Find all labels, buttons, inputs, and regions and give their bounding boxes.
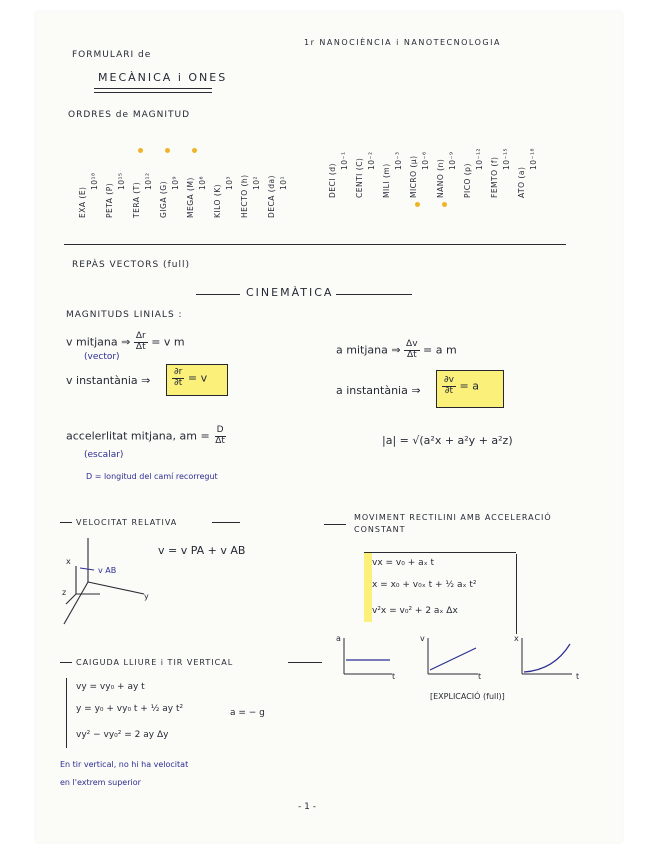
- title-underline-2: [94, 92, 212, 93]
- vector-note: (vector): [84, 352, 120, 362]
- v-mitjana-fraction: [134, 332, 148, 353]
- magnitude-power: 10⁻¹²: [475, 147, 484, 170]
- magnitude-label: GIGA (G): [159, 180, 168, 218]
- highlight-dot: [138, 148, 143, 153]
- caiguda-eq2: y = y₀ + vy₀ t + ½ ay t²: [76, 704, 184, 714]
- magnitude-power: 10¹⁸: [90, 172, 99, 190]
- magnitude-power: 10⁻¹: [340, 151, 349, 170]
- v-inst-num: ∂r: [174, 367, 183, 377]
- velocitat-relativa-formula: v = v PA + v AB: [158, 544, 246, 557]
- graph-t-label-2: t: [478, 672, 482, 681]
- magnitude-label: KILO (K): [213, 183, 222, 218]
- axis-x-label: x: [66, 557, 71, 566]
- explicacio-note: [EXPLICACIÓ (full)]: [430, 692, 505, 701]
- v-inst-eq: = v: [187, 371, 208, 385]
- axis-z-label: z: [62, 588, 67, 597]
- magnitude-label: MILI (m): [382, 163, 391, 198]
- accel-fraction: [213, 426, 227, 447]
- velrel-rule-left: [60, 522, 72, 523]
- a-instantania-formula: [442, 376, 479, 397]
- title-line2: MECÀNICA i ONES: [98, 71, 228, 84]
- magnitude-label: ATO (a): [517, 166, 526, 198]
- magnitude-power: 10²: [252, 175, 261, 190]
- a-frac-num: Δv: [406, 339, 418, 349]
- axis-y-label: y: [144, 592, 149, 601]
- a-inst-fraction: [442, 376, 456, 397]
- magnitude-power: 10⁻⁶: [421, 151, 430, 170]
- page-number: - 1 -: [298, 802, 316, 812]
- mrua-bracket-top: [364, 552, 516, 553]
- g-equation: a = − g: [230, 708, 265, 718]
- accel-mitjana-label: accelerlitat mitjana, am =: [66, 429, 210, 443]
- magnitude-power: 10⁶: [198, 175, 207, 190]
- v-frac-den: Δt: [135, 341, 146, 352]
- accel-num: D: [216, 425, 224, 435]
- magnitude-label: HECTO (h): [240, 174, 249, 218]
- magnitude-label: DECA (da): [267, 175, 276, 218]
- mrua-rule-left: [324, 524, 346, 525]
- magnitude-power: 10⁻³: [394, 151, 403, 170]
- cinematica-rule-right: [336, 294, 412, 295]
- a-mitjana-label: a mitjana ⇒: [336, 343, 401, 357]
- magnitude-label: TERA (T): [132, 181, 141, 218]
- v-mitjana: [66, 332, 185, 353]
- vab-label: v AB: [98, 566, 117, 575]
- note-line1: En tir vertical, no hi ha velocitat: [60, 760, 189, 769]
- x-t-graph: [522, 638, 572, 674]
- magnitude-label: PICO (p): [463, 163, 472, 198]
- cinematica-heading: CINEMÀTICA: [246, 286, 334, 299]
- magnituds-linials: MAGNITUDS LINIALS :: [66, 310, 183, 320]
- v-t-graph: [428, 638, 478, 674]
- magnitude-label: EXA (E): [78, 186, 87, 218]
- magnitude-label: CENTI (C): [355, 157, 364, 198]
- magnitude-label: MEGA (M): [186, 177, 195, 218]
- graph-v-label: v: [420, 634, 425, 643]
- reference-frames-diagram: [58, 536, 168, 626]
- magnitudes-divider: [64, 244, 566, 245]
- a-modulus: |a| = √(a²x + a²y + a²z): [382, 434, 513, 447]
- caiguda-bracket: [66, 678, 67, 748]
- magnitude-power: 10⁻¹⁵: [502, 147, 511, 170]
- mrua-eq2: x = x₀ + v₀ₓ t + ½ aₓ t²: [372, 580, 477, 590]
- magnitudes-heading: ORDRES de MAGNITUD: [68, 110, 191, 120]
- a-inst-num: ∂v: [444, 375, 454, 385]
- caiguda-eq1: vy = vy₀ + ay t: [76, 682, 145, 692]
- magnitude-power: 10¹: [279, 175, 288, 190]
- caiguda-eq3: vy² − vy₀² = 2 ay Δy: [76, 730, 169, 740]
- graph-t-label-3: t: [576, 672, 580, 681]
- title-underline: [94, 88, 212, 89]
- accel-mitjana: [66, 426, 227, 447]
- a-inst-den: ∂t: [444, 385, 454, 396]
- a-instantania-label: a instantània ⇒: [336, 384, 421, 397]
- title-line1: FORMULARI de: [72, 50, 152, 60]
- v-instantania-formula: [172, 368, 207, 389]
- motion-graphs: [336, 636, 606, 686]
- magnitude-power: 10⁻¹⁸: [529, 147, 538, 170]
- course-name: 1r NANOCIÈNCIA i NANOTECNOLOGIA: [304, 38, 501, 47]
- v-inst-fraction: [172, 368, 184, 389]
- magnitude-label: MICRO (μ): [409, 155, 418, 198]
- highlight-dot: [192, 148, 197, 153]
- mrua-highlight-bar: [364, 552, 372, 622]
- notes-page: [36, 12, 622, 842]
- mrua-eq1: vx = v₀ + aₓ t: [372, 558, 435, 568]
- highlight-dot: [165, 148, 170, 153]
- caiguda-rule-right: [288, 662, 322, 663]
- a-t-graph: [344, 638, 392, 674]
- magnitude-power: 10¹⁵: [117, 172, 126, 190]
- a-mitjana: [336, 340, 457, 361]
- mrua-heading: MOVIMENT RECTILINI AMB ACCELERACIÓ CONSTANT: [354, 513, 552, 534]
- graph-t-label-1: t: [392, 672, 396, 681]
- v-mitjana-label: v mitjana ⇒: [66, 335, 131, 349]
- note-line2: en l'extrem superior: [60, 778, 141, 787]
- repas-vectors: REPÀS VECTORS (full): [72, 260, 190, 270]
- magnitude-power: 10⁻⁹: [448, 151, 457, 170]
- magnitude-power: 10⁹: [171, 175, 180, 190]
- v-inst-den: ∂t: [174, 377, 183, 388]
- magnitude-power: 10⁻²: [367, 151, 376, 170]
- velocitat-relativa-heading: VELOCITAT RELATIVA: [76, 518, 178, 527]
- cinematica-rule-left: [196, 294, 240, 295]
- graph-x-label: x: [514, 634, 519, 643]
- highlight-dot: [415, 202, 420, 207]
- caiguda-rule-left: [60, 662, 72, 663]
- mrua-bracket-right: [516, 554, 517, 634]
- accel-den: Δt: [215, 435, 225, 446]
- magnitude-label: NANO (n): [436, 158, 445, 198]
- caiguda-heading: CAIGUDA LLIURE i TIR VERTICAL: [76, 658, 234, 667]
- graph-a-label: a: [336, 634, 341, 643]
- v-mitjana-eq: = v m: [151, 335, 185, 349]
- a-mitjana-eq: = a m: [423, 343, 457, 357]
- a-mitjana-fraction: [404, 340, 419, 361]
- mrua-eq3: v²x = v₀² + 2 aₓ Δx: [372, 606, 458, 616]
- v-frac-num: Δr: [135, 331, 146, 341]
- velrel-rule-right: [212, 522, 240, 523]
- magnitude-power: 10³: [225, 175, 234, 190]
- d-definition: D = longitud del camí recorregut: [86, 472, 218, 481]
- a-frac-den: Δt: [406, 349, 417, 360]
- magnitude-label: DECI (d): [328, 163, 337, 198]
- highlight-dot: [442, 202, 447, 207]
- v-instantania-label: v instantània ⇒: [66, 374, 151, 387]
- magnitude-label: FEMTO (f): [490, 156, 499, 198]
- magnitude-label: PETA (P): [105, 182, 114, 218]
- magnitude-power: 10¹²: [144, 172, 153, 190]
- escalar-note: (escalar): [84, 450, 124, 460]
- a-inst-eq: = a: [459, 379, 479, 393]
